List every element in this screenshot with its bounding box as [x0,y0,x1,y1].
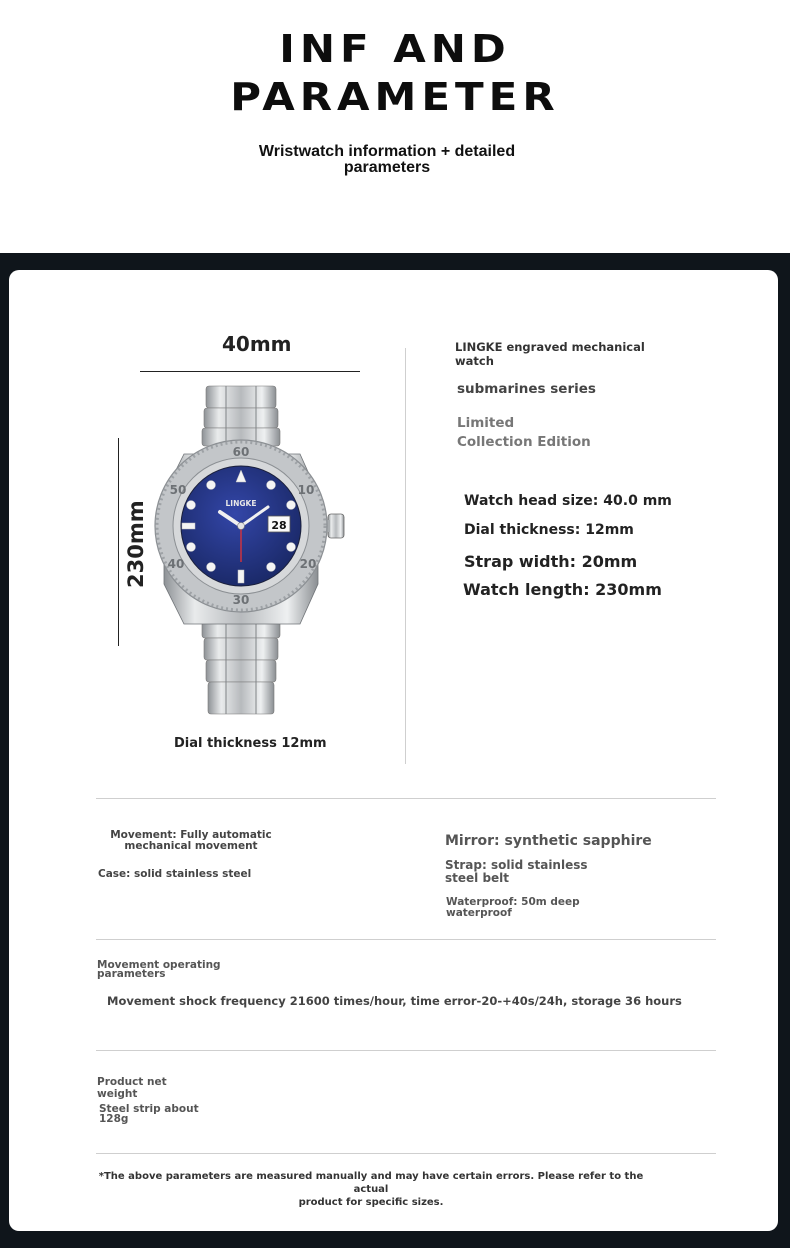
operating-label-line2: parameters [97,968,166,980]
bezel-num-10: 10 [297,483,315,497]
header-subtitle [220,144,554,176]
product-name [455,340,645,368]
weight-value-line2: 128g [99,1113,129,1125]
spec-watch-length: Watch length: 230mm [463,580,662,599]
dial-date: 28 [271,519,287,532]
strap-line1: Strap: solid stainless [445,858,588,872]
edition-line1: Limited [457,415,515,431]
weight-label [97,1076,167,1100]
bezel-num-50: 50 [169,483,187,497]
length-dimension-line [118,438,119,646]
operating-label [97,961,221,979]
watch-caption: Dial thickness 12mm [174,736,327,751]
detail-mirror: Mirror: synthetic sapphire [445,833,652,849]
divider-2 [96,939,716,940]
spec-dial-thickness: Dial thickness: 12mm [464,522,634,538]
weight-label-line2: weight [97,1088,138,1100]
weight-value [99,1104,199,1124]
waterproof-line2: waterproof [446,907,512,919]
bezel-num-60: 60 [232,445,250,459]
footnote-line1: *The above parameters are measured manually and may have certain errors. Please refer to the actual [98,1171,644,1195]
movement-line1: Movement: Fully automatic [110,829,272,841]
detail-waterproof [446,897,580,919]
operating-label-line1: Movement operating [97,959,221,971]
movement-line2: mechanical movement [124,840,258,852]
product-edition [457,414,591,452]
edition-line2: Collection Edition [457,434,591,450]
headline-line2: PARAMETER [230,74,560,120]
spec-strap-width: Strap width: 20mm [464,552,638,571]
subtitle-line2: parameters [343,159,431,176]
product-name-line2: watch [455,354,494,368]
watch-image [150,384,350,718]
strap-line2: steel belt [445,871,510,885]
weight-value-line1: Steel strip about [99,1103,199,1115]
footnote-line2: product for specific sizes. [298,1197,444,1208]
detail-strap [445,859,588,885]
divider-1 [96,798,716,799]
length-dimension-label: 230mm [124,500,148,588]
weight-label-line1: Product net [97,1076,167,1088]
spec-head-size: Watch head size: 40.0 mm [464,493,672,509]
waterproof-line1: Waterproof: 50m deep [446,896,580,908]
detail-case: Case: solid stainless steel [98,868,252,880]
product-series: submarines series [457,381,596,397]
vertical-divider [405,348,406,764]
headline-line1: INF AND [279,26,511,72]
width-dimension-label: 40mm [222,332,292,356]
bezel-num-20: 20 [299,557,317,571]
divider-3 [96,1050,716,1051]
operating-value: Movement shock frequency 21600 times/hour, time error-20-+40s/24h, storage 36 hours [107,994,682,1008]
product-name-line1: LINGKE engraved mechanical [455,340,645,354]
bezel-num-40: 40 [167,557,185,571]
detail-movement [100,830,282,852]
footnote [96,1170,646,1209]
width-dimension-line [140,371,360,372]
subtitle-line1: Wristwatch information + detailed [258,143,516,160]
divider-4 [96,1153,716,1154]
bezel-num-30: 30 [232,593,250,607]
dial-brand: LINGKE [225,499,257,508]
